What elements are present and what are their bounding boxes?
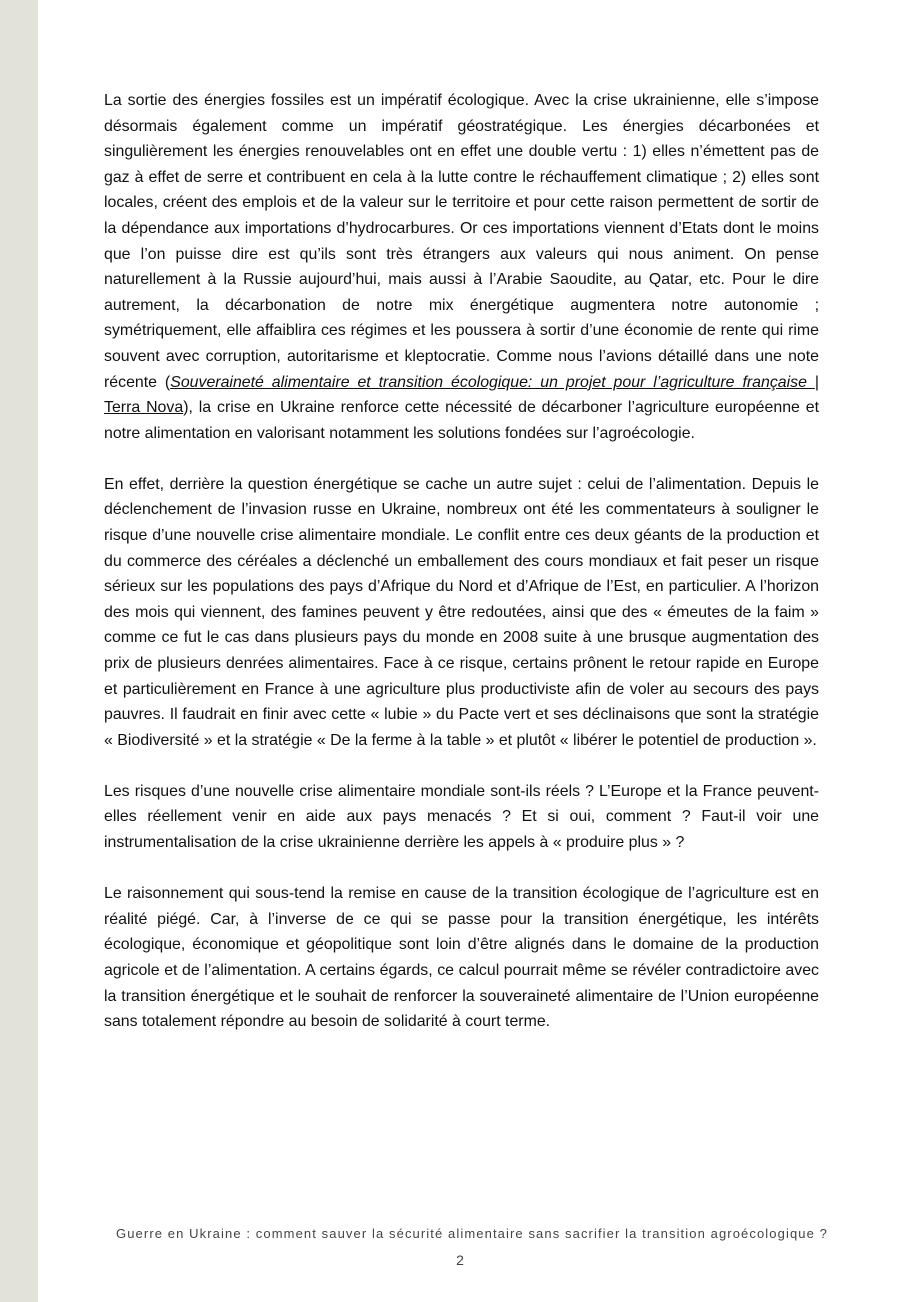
paragraph-1-text: La sortie des énergies fossiles est un impératif écologique. Avec la crise ukrainienne, elle s’impose désormais également comme un impératif géostratégique. Les énergies décarbonées et singulièrement les énergies renouvelables ont en effet une double vertu : 1) elles n’émettent pas de gaz à effet de serre et contribuent en cela à la lutte contre le réchauffement climatique ; 2) elles sont locales, créent des emplois et de la valeur sur le territoire et pour cette raison permettent de sortir de la dépendance aux importations d’hydrocarbures. Or ces importations viennent d’Etats dont le moins que l’on puisse dire est qu’ils sont très étrangers aux valeurs qui nous animent. On pense naturellement à la Russie aujourd’hui, mais aussi à l’Arabie Saoudite, au Qatar, etc. Pour le dire autrement, la décarbonation de notre mix énergétique augmentera notre autonomie ; symétriquement, elle affaiblira ces régimes et les poussera à sortir d’une économie de rente qui rime souvent avec corruption, autoritarisme et kleptocratie. Comme nous l’avions détaillé dans une note récente ( xyxy=(104,92,819,391)
paragraph-1-text-end: ), la crise en Ukraine renforce cette nécessité de décarboner l’agriculture européenne et notre alimentation en valorisant notamment les solutions fondées sur l’agroécologie. xyxy=(104,399,819,442)
note-link-title[interactable]: Souveraineté alimentaire et transition écologique: un projet pour l’agriculture française xyxy=(170,373,815,391)
paragraph-energy-transition xyxy=(104,88,819,446)
note-link-source[interactable]: | Terra Nova xyxy=(104,373,819,417)
paragraph-food-crisis: En effet, derrière la question énergétique se cache un autre sujet : celui de l’alimentation. Depuis le déclenchement de l’invasion russe en Ukraine, nombreux ont été les commentateurs à souligner le risque d’une nouvelle crise alimentaire mondiale. Le conflit entre ces deux géants de la production et du commerce des céréales a déclenché un emballement des cours mondiaux et fait peser un risque sérieux sur les populations des pays d’Afrique du Nord et d’Afrique de l’Est, en particulier. A l’horizon des mois qui viennent, des famines peuvent y être redoutées, ainsi que des « émeutes de la faim » comme ce fut le cas dans plusieurs pays du monde en 2008 suite à une brusque augmentation des prix de plusieurs denrées alimentaires. Face à ce risque, certains prônent le retour rapide en Europe et particulièrement en France à une agriculture plus productiviste afin de voler au secours des pays pauvres. Il faudrait en finir avec cette « lubie » du Pacte vert et ses déclinaisons que sont la stratégie « Biodiversité » et la stratégie « De la ferme à la table » et plutôt « libérer le potentiel de production ». xyxy=(104,475,819,749)
document-body xyxy=(104,88,819,1060)
paragraph-questions: Les risques d’une nouvelle crise alimentaire mondiale sont-ils réels ? L’Europe et la France peuvent-elles réellement venir en aide aux pays menacés ? Et si oui, comment ? Faut-il voir une instrumentalisation de la crise ukrainienne derrière les appels à « produire plus » ? xyxy=(104,782,819,852)
page-left-margin-band xyxy=(0,0,38,1302)
running-footer-title: Guerre en Ukraine : comment sauver la sécurité alimentaire sans sacrifier la transition agroécologique ? xyxy=(116,1226,828,1241)
page-number: 2 xyxy=(456,1252,464,1268)
paragraph-reasoning: Le raisonnement qui sous-tend la remise en cause de la transition écologique de l’agriculture est en réalité piégé. Car, à l’inverse de ce qui se passe pour la transition énergétique, les intérêts écologique, économique et géopolitique sont loin d’être alignés dans le domaine de la production agricole et de l’alimentation. A certains égards, ce calcul pourrait même se révéler contradictoire avec la transition énergétique et le souhait de renforcer la souveraineté alimentaire de l’Union européenne sans totalement répondre au besoin de solidarité à court terme. xyxy=(104,885,819,1031)
